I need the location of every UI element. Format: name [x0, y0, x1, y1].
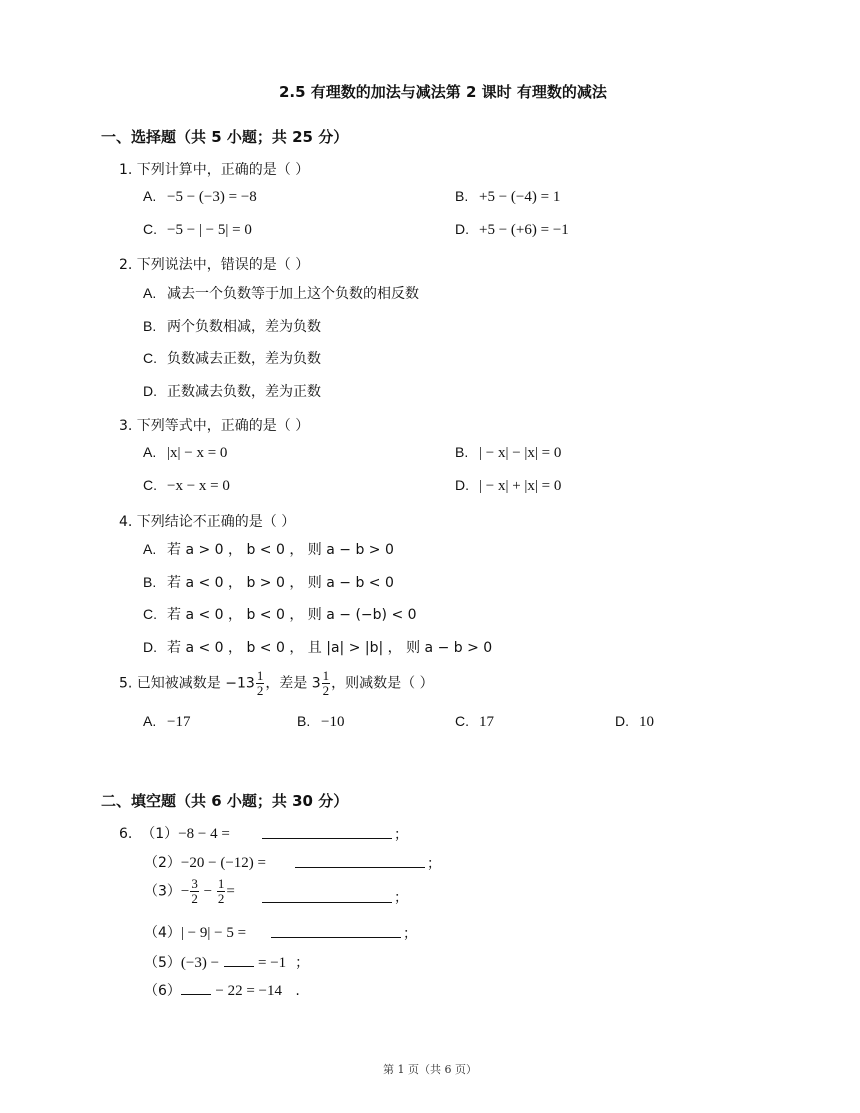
answer-blank-2[interactable]	[295, 851, 425, 868]
page-footer: 第 1 页（共 6 页）	[383, 1063, 477, 1076]
option-letter: B.	[297, 713, 311, 729]
option-letter: B.	[455, 444, 469, 460]
q6-part-3-label: （3）	[144, 883, 181, 900]
option-letter: B.	[143, 574, 157, 590]
q2-option-d-text: 正数减去负数，差为正数	[167, 384, 321, 400]
question-4-stem: 4. 下列结论不正确的是（ ）	[119, 514, 296, 530]
q6-part-3-end: ；	[394, 890, 408, 906]
q1-option-b	[455, 188, 560, 206]
q3-option-a-text: |x| − x = 0	[167, 445, 228, 461]
q4-option-a	[143, 539, 394, 559]
fraction-numerator: 3	[191, 876, 198, 891]
question-3-stem: 3. 下列等式中，正确的是（ ）	[119, 418, 310, 434]
q4-option-b	[143, 572, 394, 592]
q6-part-2-label: （2）	[144, 855, 181, 871]
q5-option-d	[615, 713, 654, 731]
q4-option-c-text: 若 a < 0 ， b < 0 ， 则 a − (−b) < 0	[167, 607, 417, 623]
answer-blank-4[interactable]	[271, 921, 401, 938]
q5-option-c	[455, 713, 494, 731]
q1-option-b-text: +5 − (−4) = 1	[479, 189, 561, 205]
q6-part-4-label: （4）	[144, 925, 181, 941]
q3-option-d-text: | − x| + |x| = 0	[479, 478, 562, 494]
answer-blank-6[interactable]	[181, 978, 211, 995]
q6-part-2-end: ；	[427, 856, 441, 872]
q4-option-a-text: 若 a > 0 ， b < 0 ， 则 a − b > 0	[167, 542, 394, 558]
q6-part-6-label: （6）	[144, 983, 181, 999]
option-letter: A.	[143, 444, 157, 460]
q6-part-1-expr: −8 − 4 =	[178, 826, 230, 842]
q3-option-b	[455, 444, 561, 462]
q6-part-2-expr: −20 − (−12) =	[180, 855, 266, 871]
q5-stem-mid: ，差是 3	[265, 675, 321, 692]
q2-option-b	[143, 316, 321, 336]
q6-part-4	[144, 922, 246, 942]
equals-sign: =	[226, 883, 235, 900]
q6-part-1-label: （1）	[141, 826, 179, 842]
q5-option-b	[297, 713, 344, 731]
fraction-numerator: 1	[256, 668, 264, 683]
q1-option-a-text: −5 − (−3) = −8	[167, 189, 257, 205]
q1-option-a	[143, 188, 257, 206]
fraction-numerator: 1	[322, 668, 330, 683]
option-letter: C.	[143, 350, 157, 366]
fraction-denominator: 2	[322, 683, 330, 698]
q6-part-4-end: ；	[403, 926, 417, 942]
option-letter: A.	[143, 713, 157, 729]
fraction-denominator: 2	[256, 683, 264, 698]
option-letter: C.	[455, 713, 469, 729]
answer-blank-5[interactable]	[224, 950, 254, 967]
option-letter: A.	[143, 285, 157, 301]
q2-option-c-text: 负数减去正数，差为负数	[167, 351, 321, 367]
q5-option-a	[143, 713, 190, 731]
answer-blank-1[interactable]	[262, 822, 392, 839]
question-1-stem: 1. 下列计算中，正确的是（ ）	[119, 162, 310, 178]
q1-option-c	[143, 221, 252, 239]
q3-option-b-text: | − x| − |x| = 0	[479, 445, 562, 461]
q6-part-3-fraction-1	[190, 877, 199, 906]
option-letter: B.	[455, 188, 469, 204]
q2-option-a	[143, 283, 419, 303]
q1-option-d-text: +5 − (+6) = −1	[479, 222, 569, 238]
q5-option-b-text: −10	[321, 714, 345, 730]
fraction-denominator: 2	[217, 891, 225, 906]
section-heading-choice: 一、选择题（共 5 小题；共 25 分）	[101, 128, 349, 146]
q3-option-c-text: −x − x = 0	[167, 478, 230, 494]
option-letter: C.	[143, 477, 157, 493]
minus-sign: −	[199, 883, 216, 900]
option-letter: D.	[143, 383, 157, 399]
option-letter: B.	[143, 318, 157, 334]
q2-option-a-text: 减去一个负数等于加上这个负数的相反数	[167, 286, 419, 302]
q2-option-b-text: 两个负数相减，差为负数	[167, 319, 321, 335]
q1-option-d	[455, 221, 569, 239]
option-letter: D.	[455, 477, 469, 493]
q3-option-c	[143, 477, 230, 495]
q6-part-1	[119, 823, 230, 843]
q5-fraction-1	[256, 669, 265, 698]
q4-option-d-text: 若 a < 0 ， b < 0 ， 且 |a| > |b| ， 则 a − b > 0	[167, 640, 493, 656]
minus-sign: −	[180, 883, 190, 900]
q6-part-5	[144, 950, 309, 972]
q5-option-a-text: −17	[167, 714, 191, 730]
q4-option-d	[143, 637, 492, 657]
q5-stem-pre: 5. 已知被减数是 −13	[119, 675, 255, 692]
option-letter: D.	[615, 713, 629, 729]
question-5-stem	[119, 669, 434, 698]
option-letter: D.	[143, 639, 157, 655]
option-letter: D.	[455, 221, 469, 237]
q4-option-b-text: 若 a < 0 ， b > 0 ， 则 a − b < 0	[167, 575, 394, 591]
q6-part-3	[144, 877, 235, 906]
page-title: 2.5 有理数的加法与减法第 2 课时 有理数的减法	[279, 83, 607, 101]
option-letter: A.	[143, 541, 157, 557]
option-letter: C.	[143, 606, 157, 622]
q6-part-5-end: ；	[295, 955, 310, 971]
q6-part-5-label: （5）	[144, 955, 181, 971]
q5-option-d-text: 10	[639, 714, 654, 730]
q4-option-c	[143, 604, 417, 624]
q3-option-a	[143, 444, 227, 462]
q6-part-4-expr: | − 9| − 5 =	[180, 925, 247, 941]
q6-part-3-fraction-2	[217, 877, 226, 906]
q6-part-5-pre: (−3) −	[180, 955, 220, 971]
option-letter: C.	[143, 221, 157, 237]
q3-option-d	[455, 477, 561, 495]
q5-fraction-2	[322, 669, 331, 698]
q6-part-6	[144, 978, 300, 1000]
q2-option-d	[143, 381, 321, 401]
q6-part-6-end: .	[295, 983, 300, 999]
q1-option-c-text: −5 − | − 5| = 0	[167, 222, 252, 238]
q6-part-2	[144, 852, 266, 872]
fraction-denominator: 2	[191, 891, 198, 906]
q5-option-c-text: 17	[479, 714, 494, 730]
question-2-stem: 2. 下列说法中，错误的是（ ）	[119, 257, 310, 273]
section-heading-fill: 二、填空题（共 6 小题；共 30 分）	[101, 792, 349, 810]
q5-stem-post: ，则减数是（ ）	[331, 675, 434, 692]
q6-part-5-post: = −1	[258, 955, 287, 971]
q6-part-1-end: ；	[394, 827, 408, 843]
answer-blank-3[interactable]	[262, 886, 392, 903]
q2-option-c	[143, 348, 321, 368]
fraction-numerator: 1	[217, 876, 225, 891]
q6-number: 6.	[119, 826, 133, 842]
q6-part-6-post: − 22 = −14	[215, 983, 283, 999]
option-letter: A.	[143, 188, 157, 204]
